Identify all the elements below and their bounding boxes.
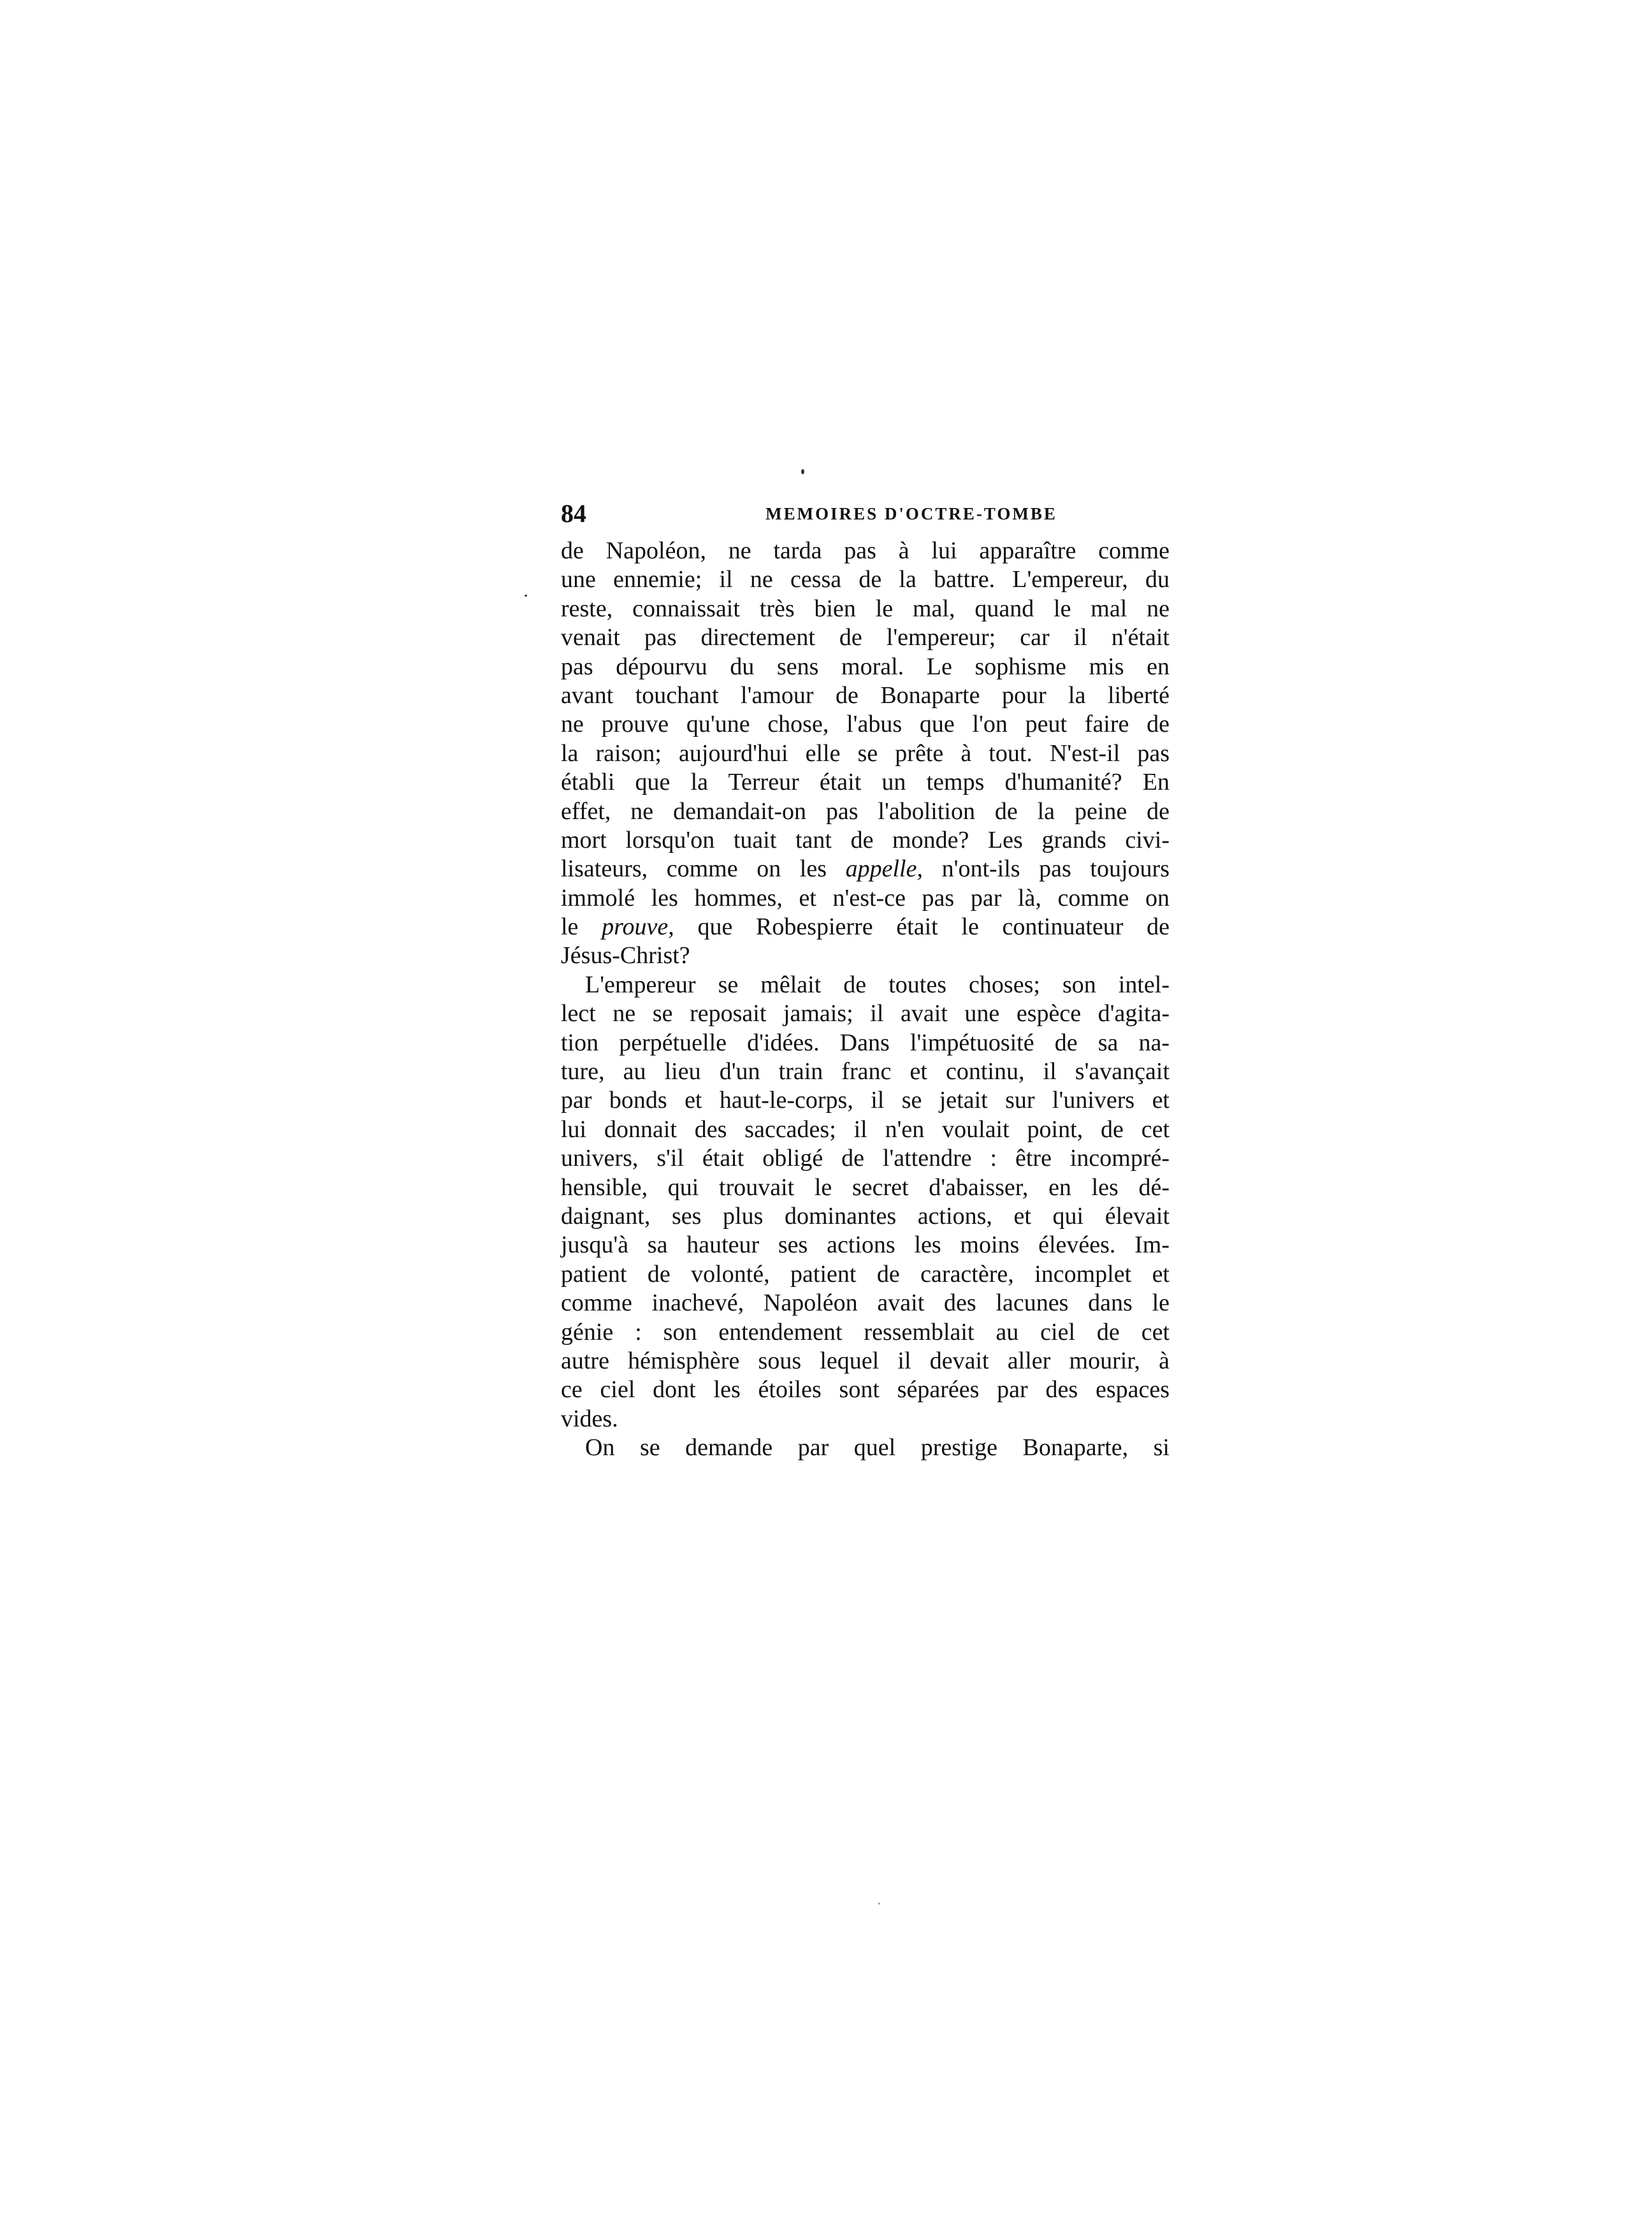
text-line: comme inachevé, Napoléon avait des lacunes dans le bbox=[561, 1289, 1170, 1317]
ink-speck bbox=[801, 469, 804, 474]
text-line: lui donnait des saccades; il n'en voulait point, de cet bbox=[561, 1115, 1170, 1143]
text-line: reste, connaissait très bien le mal, quand le mal ne bbox=[561, 595, 1170, 622]
text-line: avant touchant l'amour de Bonaparte pour la liberté bbox=[561, 681, 1170, 709]
text-line: ne prouve qu'une chose, l'abus que l'on peut faire de bbox=[561, 711, 1170, 738]
text-line: mort lorsqu'on tuait tant de monde? Les grands civi- bbox=[561, 826, 1170, 853]
italic-word: appelle, bbox=[845, 855, 923, 883]
text-line: pas dépourvu du sens moral. Le sophisme mis en bbox=[561, 653, 1170, 680]
text-line: lisateurs, comme on les appelle, n'ont-ils pas toujours bbox=[561, 855, 1170, 883]
text-line: une ennemie; il ne cessa de la battre. L'empereur, du bbox=[561, 566, 1170, 593]
text-line: patient de volonté, patient de caractère, incomplet et bbox=[561, 1260, 1170, 1288]
text-line: établi que la Terreur était un temps d'humanité? En bbox=[561, 769, 1170, 796]
text-line: Jésus-Christ? bbox=[561, 942, 690, 969]
text-line: hensible, qui trouvait le secret d'abaisser, en les dé- bbox=[561, 1173, 1170, 1201]
page-header bbox=[561, 496, 1170, 532]
text-line: par bonds et haut-le-corps, il se jetait sur l'univers et bbox=[561, 1087, 1170, 1114]
text-line: effet, ne demandait-on pas l'abolition de la peine de bbox=[561, 797, 1170, 825]
text-line: vides. bbox=[561, 1405, 618, 1432]
text-line: ce ciel dont les étoiles sont séparées par des espaces bbox=[561, 1376, 1170, 1404]
text-line: autre hémisphère sous lequel il devait aller mourir, à bbox=[561, 1347, 1170, 1374]
text-line: tion perpétuelle d'idées. Dans l'impétuosité de sa na- bbox=[561, 1029, 1170, 1056]
text-line: immolé les hommes, et n'est-ce pas par là, comme on bbox=[561, 884, 1170, 911]
text-line: génie : son entendement ressemblait au ciel de cet bbox=[561, 1318, 1170, 1346]
italic-word: prouve, bbox=[602, 913, 674, 941]
text-line: ture, au lieu d'un train franc et continu, il s'avançait bbox=[561, 1058, 1170, 1085]
paragraph-start-line: On se demande par quel prestige Bonaparte, si bbox=[585, 1434, 1170, 1462]
text-line: univers, s'il était obligé de l'attendre : être incompré- bbox=[561, 1145, 1170, 1172]
paragraph-start-line: L'empereur se mêlait de toutes choses; son intel- bbox=[585, 971, 1170, 998]
text-line: venait pas directement de l'empereur; car il n'était bbox=[561, 624, 1170, 651]
text-line: la raison; aujourd'hui elle se prête à tout. N'est-il pas bbox=[561, 739, 1170, 767]
body-text bbox=[561, 537, 1170, 1463]
text-line: daignant, ses plus dominantes actions, et qui élevait bbox=[561, 1202, 1170, 1230]
text-line: de Napoléon, ne tarda pas à lui apparaître comme bbox=[561, 537, 1170, 564]
running-head: MEMOIRES D'OCTRE-TOMBE bbox=[765, 504, 1057, 523]
page-number: 84 bbox=[561, 499, 586, 528]
text-line: lect ne se reposait jamais; il avait une espèce d'agita- bbox=[561, 1000, 1170, 1027]
ink-speck bbox=[525, 595, 527, 597]
text-line: jusqu'à sa hauteur ses actions les moins élevées. Im- bbox=[561, 1231, 1170, 1259]
ink-speck bbox=[878, 1903, 880, 1905]
text-line: le prouve, que Robespierre était le continuateur de bbox=[561, 913, 1170, 941]
